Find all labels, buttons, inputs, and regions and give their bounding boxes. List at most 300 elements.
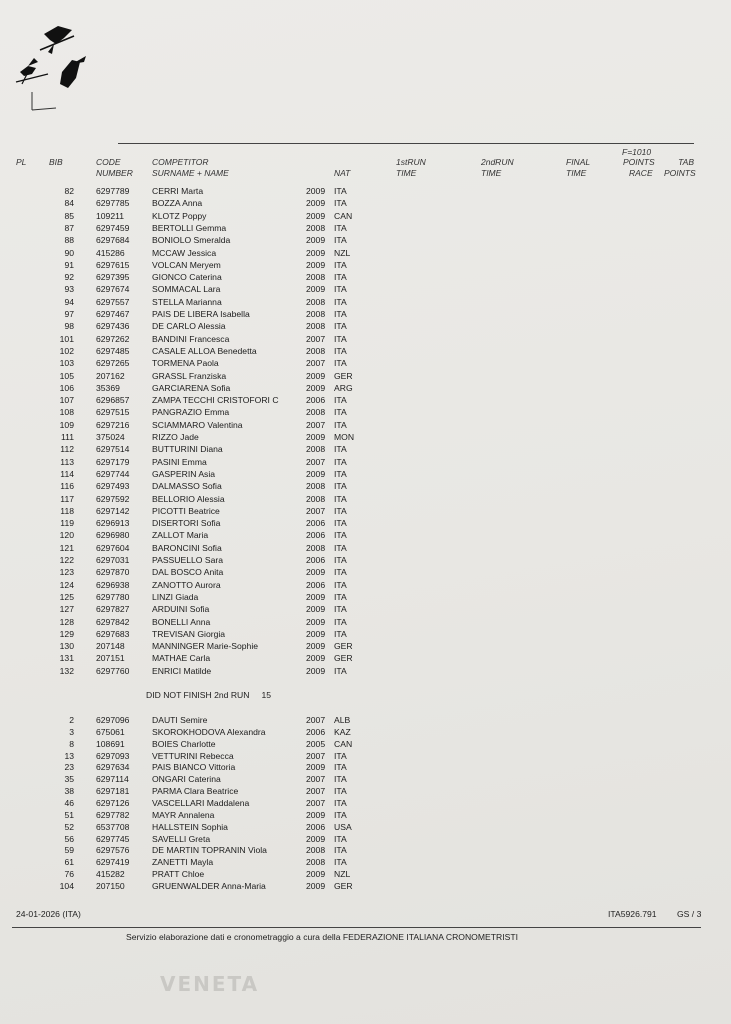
competitor-name: GIONCO Caterina: [152, 272, 222, 283]
competitor-nat: ITA: [334, 857, 347, 868]
competitor-name: DISERTORI Sofia: [152, 518, 221, 529]
competitor-name: ONGARI Caterina: [152, 774, 221, 785]
competitor-nat: ITA: [334, 774, 347, 785]
competitor-year: 2009: [306, 198, 326, 209]
competitor-year: 2008: [306, 493, 326, 504]
competitor-year: 2006: [306, 821, 326, 832]
competitor-year: 2009: [306, 665, 326, 676]
dnf-row: [0, 738, 731, 750]
competitor-year: 2007: [306, 333, 326, 344]
competitor-bib: 97: [64, 309, 74, 319]
competitor-name: BELLORIO Alessia: [152, 493, 225, 504]
result-row: [0, 443, 731, 455]
competitor-bib: 101: [59, 333, 74, 344]
competitor-name: BARONCINI Sofia: [152, 542, 222, 553]
competitor-bib: 98: [64, 321, 74, 332]
watermark: VENETA: [160, 972, 260, 996]
competitor-code: 6297493: [96, 481, 130, 492]
competitor-year: 2007: [306, 715, 326, 725]
competitor-name: SKOROKHODOVA Alexandra: [152, 726, 266, 737]
competitor-bib: 111: [60, 432, 74, 442]
competitor-name: STELLA Marianna: [152, 296, 222, 307]
result-row: [0, 247, 731, 259]
competitor-nat: GER: [334, 370, 353, 381]
competitor-code: 6297181: [96, 786, 130, 797]
competitor-code: 6297684: [96, 235, 130, 246]
result-row: [0, 591, 731, 603]
competitor-bib: 87: [64, 222, 74, 233]
competitor-code: 6297126: [96, 797, 130, 808]
dnf-row: [0, 868, 731, 880]
competitor-bib: 107: [59, 395, 74, 406]
competitor-name: BONELLI Anna: [152, 616, 211, 627]
competitor-bib: 56: [64, 833, 74, 844]
competitor-year: 2009: [306, 567, 326, 578]
competitor-code: 6297031: [96, 555, 130, 565]
competitor-name: BONIOLO Smeralda: [152, 235, 231, 246]
competitor-name: SCIAMMARO Valentina: [152, 419, 243, 430]
dnf-row: [0, 773, 731, 785]
competitor-year: 2009: [306, 628, 326, 639]
result-row: [0, 493, 731, 505]
competitor-bib: 122: [59, 555, 74, 565]
competitor-nat: ITA: [334, 419, 347, 430]
competitor-code: 6297785: [96, 198, 130, 209]
result-row: [0, 320, 731, 332]
competitor-year: 2006: [306, 395, 326, 406]
competitor-name: KLOTZ Poppy: [152, 210, 207, 221]
competitor-bib: 94: [64, 296, 74, 307]
competitor-code: 6297216: [96, 419, 130, 430]
competitor-bib: 92: [64, 272, 74, 283]
result-row: [0, 616, 731, 628]
competitor-bib: 121: [59, 542, 74, 553]
competitor-nat: ITA: [334, 833, 347, 844]
race-date: 24-01-2026 (ITA): [16, 909, 81, 919]
competitor-nat: ITA: [334, 567, 347, 578]
competitor-nat: ITA: [334, 809, 347, 820]
competitor-year: 2009: [306, 880, 326, 891]
dnf-section-title: DID NOT FINISH 2nd RUN 15: [146, 690, 272, 700]
competitor-year: 2009: [306, 259, 326, 270]
competitor-nat: ITA: [334, 407, 347, 418]
competitor-year: 2009: [306, 284, 326, 295]
competitor-bib: 109: [59, 419, 74, 430]
competitor-bib: 82: [64, 186, 74, 196]
competitor-nat: ITA: [334, 493, 347, 504]
competitor-name: PAIS DE LIBERA Isabella: [152, 309, 250, 319]
competitor-nat: NZL: [334, 247, 351, 258]
competitor-nat: GER: [334, 880, 353, 891]
competitor-nat: ITA: [334, 395, 347, 406]
competitor-nat: ITA: [334, 591, 347, 602]
competitor-name: VOLCAN Meryem: [152, 259, 221, 270]
competitor-code: 6297745: [96, 833, 130, 844]
competitor-nat: ITA: [334, 750, 347, 761]
competitor-code: 6297485: [96, 345, 130, 356]
competitor-bib: 88: [64, 235, 74, 246]
dnf-row: [0, 714, 731, 726]
competitor-bib: 130: [59, 641, 74, 652]
competitor-year: 2009: [306, 591, 326, 602]
competitor-nat: MON: [334, 432, 355, 442]
competitor-bib: 124: [59, 579, 74, 590]
competitor-name: PASINI Emma: [152, 456, 207, 467]
f-value: F=1010: [622, 147, 652, 157]
competitor-bib: 52: [64, 821, 74, 832]
competitor-name: PRATT Chloe: [152, 869, 205, 880]
competitor-year: 2008: [306, 857, 326, 868]
competitor-code: 6297436: [96, 321, 130, 332]
competitor-code: 35369: [96, 382, 120, 393]
col-competitor: COMPETITOR SURNAME + NAME: [152, 157, 229, 178]
competitor-name: ZALLOT Maria: [152, 530, 209, 541]
competitor-bib: 3: [69, 726, 74, 737]
competitor-nat: ITA: [334, 456, 347, 467]
competitor-name: BERTOLLI Gemma: [152, 222, 227, 233]
competitor-year: 2008: [306, 222, 326, 233]
competitor-year: 2009: [306, 641, 326, 652]
competitor-nat: ITA: [334, 259, 347, 270]
competitor-bib: 131: [59, 653, 74, 664]
competitor-nat: GER: [334, 653, 353, 664]
competitor-bib: 93: [64, 284, 74, 295]
competitor-name: PICOTTI Beatrice: [152, 505, 220, 516]
competitor-nat: ITA: [334, 321, 347, 332]
col-pl: PL: [16, 157, 27, 167]
competitor-bib: 104: [59, 880, 74, 891]
competitor-code: 207148: [96, 641, 125, 652]
col-run2: 2ndRUN TIME: [481, 157, 514, 178]
competitor-name: ENRICI Matilde: [152, 665, 212, 676]
competitor-code: 109211: [96, 210, 125, 221]
competitor-name: ZANOTTO Aurora: [152, 579, 221, 590]
competitor-bib: 91: [64, 259, 74, 270]
competitor-code: 415286: [96, 247, 125, 258]
dnf-row: [0, 880, 731, 892]
competitor-nat: ITA: [334, 579, 347, 590]
competitor-nat: ITA: [334, 272, 347, 283]
competitor-nat: ITA: [334, 628, 347, 639]
competitor-code: 108691: [96, 738, 125, 749]
competitor-name: TREVISAN Giorgia: [152, 628, 226, 639]
competitor-bib: 108: [59, 407, 74, 418]
competitor-nat: ITA: [334, 797, 347, 808]
col-bib: BIB: [49, 157, 63, 167]
competitor-year: 2008: [306, 407, 326, 418]
competitor-name: RIZZO Jade: [152, 432, 199, 442]
dnf-row: [0, 761, 731, 773]
competitor-year: 2007: [306, 358, 326, 369]
competitor-code: 6297827: [96, 604, 130, 615]
result-row: [0, 603, 731, 615]
result-row: [0, 456, 731, 468]
competitor-bib: 102: [59, 345, 74, 356]
competitor-nat: ITA: [334, 616, 347, 627]
competitor-name: GARCIARENA Sofia: [152, 382, 231, 393]
competitor-name: ZANETTI Mayla: [152, 857, 214, 868]
competitor-name: HALLSTEIN Sophia: [152, 821, 228, 832]
competitor-year: 2007: [306, 505, 326, 516]
result-row: [0, 345, 731, 357]
competitor-code: 6297514: [96, 444, 130, 455]
competitor-name: PANGRAZIO Emma: [152, 407, 230, 418]
dnf-row: [0, 785, 731, 797]
competitor-nat: ITA: [334, 222, 347, 233]
competitor-code: 6537708: [96, 821, 130, 832]
competitor-year: 2009: [306, 382, 326, 393]
competitor-name: DAL BOSCO Anita: [152, 567, 224, 578]
service-credit: Servizio elaborazione dati e cronometraggio a cura della FEDERAZIONE ITALIANA CRONOMETRISTI: [126, 932, 518, 942]
competitor-bib: 118: [60, 505, 74, 516]
competitor-nat: ARG: [334, 382, 353, 393]
competitor-name: MCCAW Jessica: [152, 247, 217, 258]
competitor-nat: CAN: [334, 738, 353, 749]
competitor-nat: ITA: [334, 481, 347, 492]
competitor-year: 2007: [306, 456, 326, 467]
competitor-code: 6297142: [96, 505, 130, 516]
competitor-year: 2008: [306, 845, 326, 856]
competitor-nat: ITA: [334, 604, 347, 615]
competitor-nat: ITA: [334, 518, 347, 529]
competitor-year: 2009: [306, 869, 326, 880]
result-row: [0, 529, 731, 541]
result-row: [0, 259, 731, 271]
race-code: ITA5926.791: [608, 909, 657, 919]
competitor-bib: 84: [64, 198, 74, 209]
competitor-year: 2007: [306, 797, 326, 808]
competitor-year: 2008: [306, 309, 326, 319]
dnf-row: [0, 809, 731, 821]
competitor-bib: 76: [64, 869, 74, 880]
result-row: [0, 419, 731, 431]
competitor-nat: ITA: [334, 186, 347, 196]
competitor-nat: GER: [334, 641, 353, 652]
competitor-bib: 103: [59, 358, 74, 369]
result-row: [0, 296, 731, 308]
result-row: [0, 566, 731, 578]
competitor-name: PAIS BIANCO Vittoria: [152, 762, 236, 773]
competitor-year: 2008: [306, 345, 326, 356]
competitor-year: 2009: [306, 762, 326, 773]
competitor-nat: ITA: [334, 309, 347, 319]
competitor-code: 6297604: [96, 542, 130, 553]
competitor-bib: 8: [69, 738, 74, 749]
result-row: [0, 283, 731, 295]
competitor-name: DAUTI Semire: [152, 715, 208, 725]
competitor-name: TORMENA Paola: [152, 358, 219, 369]
competitor-nat: KAZ: [334, 726, 351, 737]
competitor-bib: 116: [60, 481, 74, 492]
competitor-year: 2009: [306, 653, 326, 664]
competitor-year: 2009: [306, 235, 326, 246]
col-code: CODE NUMBER: [96, 157, 133, 178]
result-row: [0, 505, 731, 517]
competitor-year: 2008: [306, 272, 326, 283]
competitor-name: GRUENWALDER Anna-Maria: [152, 880, 266, 891]
competitor-code: 6297789: [96, 186, 130, 196]
result-row: [0, 640, 731, 652]
result-row: [0, 542, 731, 554]
result-row: [0, 210, 731, 222]
competitor-bib: 128: [59, 616, 74, 627]
competitor-year: 2009: [306, 432, 326, 442]
competitor-nat: ITA: [334, 198, 347, 209]
competitor-code: 6297842: [96, 616, 130, 627]
competitor-nat: ITA: [334, 345, 347, 356]
competitor-bib: 59: [64, 845, 74, 856]
result-row: [0, 333, 731, 345]
competitor-code: 6297683: [96, 628, 130, 639]
result-row: [0, 480, 731, 492]
competitor-year: 2008: [306, 321, 326, 332]
competitor-nat: ITA: [334, 555, 347, 565]
competitor-name: CERRI Marta: [152, 186, 204, 196]
competitor-code: 6297419: [96, 857, 130, 868]
competitor-code: 6297780: [96, 591, 130, 602]
competitor-name: GRASSL Franziska: [152, 370, 227, 381]
competitor-year: 2006: [306, 726, 326, 737]
competitor-name: PASSUELLO Sara: [152, 555, 224, 565]
result-row: [0, 271, 731, 283]
competitor-year: 2006: [306, 518, 326, 529]
col-final: FINAL TIME: [566, 157, 591, 178]
result-row: [0, 222, 731, 234]
competitor-name: BANDINI Francesca: [152, 333, 230, 344]
competitor-code: 375024: [96, 432, 125, 442]
competitor-nat: ITA: [334, 358, 347, 369]
competitor-bib: 114: [60, 468, 74, 479]
competitor-bib: 106: [59, 382, 74, 393]
competitor-code: 6297093: [96, 750, 130, 761]
competitor-nat: ALB: [334, 715, 351, 725]
dnf-row: [0, 750, 731, 762]
competitor-year: 2009: [306, 809, 326, 820]
competitor-code: 6297782: [96, 809, 130, 820]
competitor-code: 6296913: [96, 518, 130, 529]
competitor-code: 6297870: [96, 567, 130, 578]
competitor-code: 6297760: [96, 665, 130, 676]
result-row: [0, 357, 731, 369]
footer-rule: [12, 927, 701, 928]
result-row: [0, 406, 731, 418]
competitor-code: 6297114: [96, 774, 129, 785]
competitor-bib: 117: [60, 493, 74, 504]
result-row: [0, 652, 731, 664]
competitor-nat: ITA: [334, 468, 347, 479]
competitor-code: 6297459: [96, 222, 130, 233]
competitor-nat: ITA: [334, 762, 347, 773]
competitor-code: 6297744: [96, 468, 130, 479]
competitor-name: SAVELLI Greta: [152, 833, 211, 844]
competitor-code: 207162: [96, 370, 125, 381]
competitor-bib: 112: [60, 444, 74, 455]
dnf-row: [0, 821, 731, 833]
result-row: [0, 665, 731, 677]
competitor-code: 6296980: [96, 530, 130, 541]
competitor-year: 2009: [306, 833, 326, 844]
col-tab-points: TAB POINTS: [664, 157, 696, 178]
competitor-nat: ITA: [334, 845, 347, 856]
result-row: [0, 382, 731, 394]
competitor-bib: 35: [64, 774, 74, 785]
competitor-name: BOIES Charlotte: [152, 738, 216, 749]
competitor-code: 6297096: [96, 715, 130, 725]
competitor-nat: ITA: [334, 786, 347, 797]
col-run1: 1stRUN TIME: [396, 157, 426, 178]
dnf-row: [0, 844, 731, 856]
competitor-year: 2009: [306, 370, 326, 381]
competitor-name: DE MARTIN TOPRANIN Viola: [152, 845, 267, 856]
competitor-name: VETTURINI Rebecca: [152, 750, 234, 761]
competitor-year: 2007: [306, 419, 326, 430]
competitor-name: BUTTURINI Diana: [152, 444, 223, 455]
competitor-name: VASCELLARI Maddalena: [152, 797, 250, 808]
result-row: [0, 468, 731, 480]
competitor-name: MATHAE Carla: [152, 653, 211, 664]
competitor-nat: ITA: [334, 333, 347, 344]
competitor-nat: ITA: [334, 444, 347, 455]
header-rule: [118, 143, 694, 144]
competitor-code: 675061: [96, 726, 125, 737]
competitor-code: 6297674: [96, 284, 130, 295]
competitor-year: 2009: [306, 186, 326, 196]
competitor-code: 6297265: [96, 358, 130, 369]
result-row: [0, 197, 731, 209]
result-row: [0, 431, 731, 443]
competitor-bib: 38: [64, 786, 74, 797]
competitor-name: CASALE ALLOA Benedetta: [152, 345, 257, 356]
competitor-code: 6297395: [96, 272, 130, 283]
competitor-nat: ITA: [334, 235, 347, 246]
competitor-name: LINZI Giada: [152, 591, 199, 602]
competitor-code: 6297592: [96, 493, 130, 504]
dnf-row: [0, 797, 731, 809]
competitor-bib: 125: [59, 591, 74, 602]
competitor-nat: ITA: [334, 530, 347, 541]
competitor-nat: ITA: [334, 296, 347, 307]
skier-logo-icon: [14, 22, 94, 117]
competitor-code: 6296857: [96, 395, 130, 406]
competitor-year: 2009: [306, 616, 326, 627]
competitor-name: DALMASSO Sofia: [152, 481, 222, 492]
competitor-code: 6297615: [96, 259, 130, 270]
competitor-name: GASPERIN Asia: [152, 468, 216, 479]
result-row: [0, 517, 731, 529]
competitor-name: BOZZA Anna: [152, 198, 203, 209]
competitor-bib: 61: [64, 857, 74, 868]
competitor-bib: 13: [64, 750, 74, 761]
competitor-year: 2009: [306, 247, 326, 258]
result-row: [0, 308, 731, 320]
competitor-nat: CAN: [334, 210, 353, 221]
competitor-code: 6297634: [96, 762, 130, 773]
result-row: [0, 370, 731, 382]
competitor-code: 6297557: [96, 296, 130, 307]
competitor-code: 415282: [96, 869, 125, 880]
competitor-bib: 46: [64, 797, 74, 808]
competitor-code: 6297262: [96, 333, 130, 344]
competitor-code: 6297576: [96, 845, 130, 856]
competitor-year: 2008: [306, 444, 326, 455]
competitor-year: 2006: [306, 555, 326, 565]
result-row: [0, 579, 731, 591]
competitor-year: 2008: [306, 296, 326, 307]
competitor-code: 207150: [96, 880, 125, 891]
competitor-bib: 2: [69, 715, 74, 725]
page-number: GS / 3: [677, 909, 702, 919]
competitor-bib: 23: [64, 762, 74, 773]
